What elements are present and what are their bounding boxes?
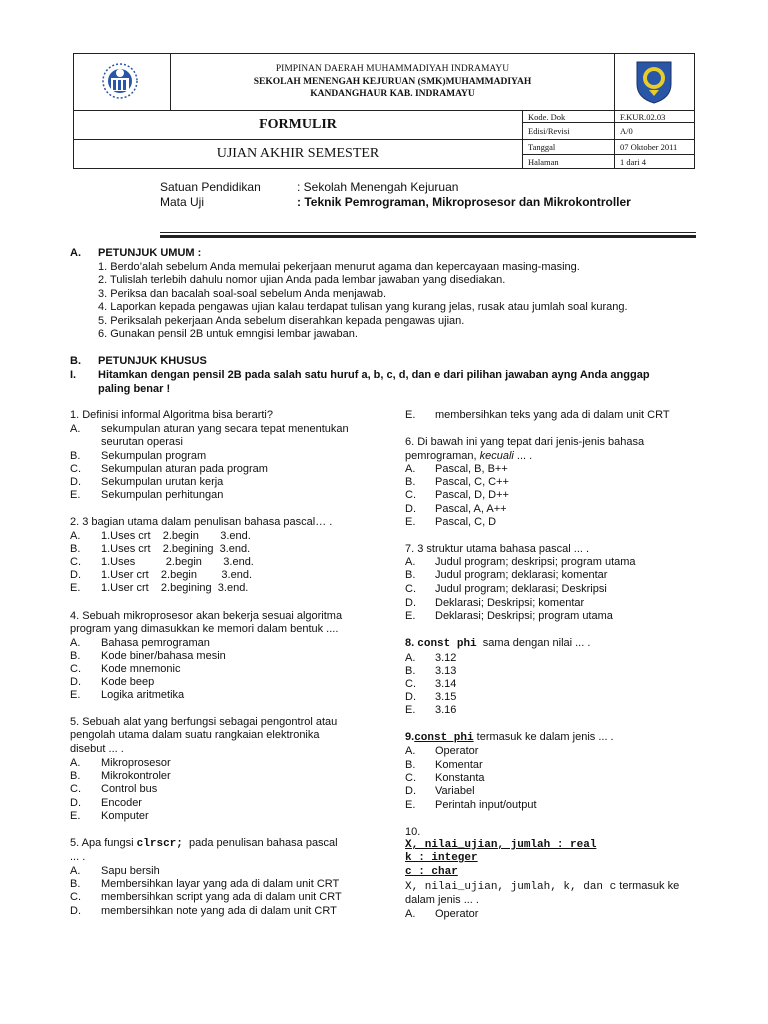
question-6-stem-line2 <box>405 450 532 463</box>
question-8-stem <box>405 637 590 651</box>
option-text: Mikrokontroler <box>101 770 171 782</box>
petunjuk-umum-list <box>98 261 628 341</box>
option-text: Pascal, C, C++ <box>435 476 509 488</box>
code-vars: X, nilai_ujian, jumlah, k, dan c <box>405 881 617 893</box>
option-letter: C. <box>70 556 81 568</box>
option-text: Pascal, A, A++ <box>435 503 507 515</box>
option-text: Sekumpulan aturan pada program <box>101 463 268 475</box>
meta-label: Tanggal <box>523 140 615 155</box>
emblem-cell <box>615 54 695 111</box>
school-location: KANDANGHAUR KAB. INDRAMAYU <box>310 89 475 100</box>
divider-thin <box>160 232 696 233</box>
option-letter: D. <box>70 476 81 488</box>
option-text: Logika aritmetika <box>101 689 185 701</box>
stem-text: ... . <box>513 450 533 462</box>
option-text: Sekumpulan program <box>101 450 207 462</box>
option-letter: C. <box>70 663 81 675</box>
option-letter: A. <box>70 530 81 542</box>
school-name: SEKOLAH MENENGAH KEJURUAN (SMK)MUHAMMADIYAH <box>253 76 532 87</box>
option-letter: E. <box>405 610 416 622</box>
option-text: Kode mnemonic <box>101 663 181 675</box>
option-text: Control bus <box>101 783 158 795</box>
satuan-value: : Sekolah Menengah Kejuruan <box>297 180 459 194</box>
option-letter: D. <box>70 797 81 809</box>
option-letter: B. <box>405 569 416 581</box>
stem-line: 4. Sebuah mikroprosesor akan bekerja sesuai algoritma <box>70 610 343 622</box>
mata-label: Mata Uji <box>160 195 205 209</box>
option-text: membersihkan script yang ada di dalam unit CRT <box>101 891 342 903</box>
question-10-number: 10. <box>405 826 421 838</box>
option-letter: C. <box>70 463 81 475</box>
option-letter: A. <box>405 556 416 568</box>
code-const-phi: const phi <box>414 732 474 744</box>
stem-line: 5. Sebuah alat yang berfungsi sebagai pengontrol atau <box>70 716 338 728</box>
option-letter: A. <box>70 757 81 769</box>
option-text: Sekumpulan urutan kerja <box>101 476 224 488</box>
option-text: membersihkan teks yang ada di dalam unit CRT <box>435 409 670 421</box>
option-letter: B. <box>405 759 416 771</box>
option-text: Operator <box>435 745 479 757</box>
option-text: Judul program; deklarasi; Deskripsi <box>435 583 607 595</box>
option-text: Mikroprosesor <box>101 757 171 769</box>
stem-line: pengolah utama dalam suatu rangkaian elektronika <box>70 729 320 742</box>
question-number: 8. <box>405 637 415 649</box>
option-text: 3.12 <box>435 652 457 664</box>
question-5-stem <box>70 716 337 756</box>
option-letter: A. <box>405 463 416 475</box>
option-letter: C. <box>405 772 416 784</box>
satuan-label: Satuan Pendidikan <box>160 180 261 194</box>
option-text: 3.14 <box>435 678 457 690</box>
option-text: 3.16 <box>435 704 457 716</box>
code-line: c : char <box>405 866 458 878</box>
option-letter: C. <box>405 678 416 690</box>
option-letter: A. <box>70 423 81 435</box>
option-letter: B. <box>70 650 81 662</box>
stem-continuation: ... . <box>70 851 86 863</box>
list-item: 5. Periksalah pekerjaan Anda sebelum diserahkan kepada pengawas ujian. <box>98 314 465 327</box>
org-name: PIMPINAN DAERAH MUHAMMADIYAH INDRAMAYU <box>275 64 510 75</box>
option-letter: A. <box>405 652 416 664</box>
option-letter: D. <box>70 905 81 917</box>
meta-label: Edisi/Revisi <box>523 123 615 140</box>
code-line: X, nilai_ujian, jumlah : real <box>405 839 597 851</box>
option-text: Kode biner/bahasa mesin <box>101 650 226 662</box>
option-text: Membersihkan layar yang ada di dalam unit CRT <box>101 878 340 890</box>
list-item: 6. Gunakan pensil 2B untuk emngisi lembar jawaban. <box>98 328 358 341</box>
option-letter: E. <box>405 516 416 528</box>
section-letter: A. <box>70 247 81 259</box>
option-letter: E. <box>405 704 416 716</box>
option-text: 1.User crt 2.begin 3.end. <box>101 569 253 581</box>
mata-value: : Teknik Pemrograman, Mikroprosesor dan Mikrokontroller <box>297 195 631 209</box>
petunjuk-khusus-title: PETUNJUK KHUSUS <box>98 355 207 367</box>
option-letter: B. <box>70 543 81 555</box>
exam-title: UJIAN AKHIR SEMESTER <box>74 140 523 169</box>
section-letter: B. <box>70 355 81 367</box>
option-letter: C. <box>405 489 416 501</box>
option-letter: C. <box>70 783 81 795</box>
meta-value: F.KUR.02.03 <box>615 111 695 123</box>
option-letter: C. <box>70 891 81 903</box>
meta-label: Kode. Dok <box>523 111 615 123</box>
question-9-stem <box>405 731 614 745</box>
option-letter: D. <box>70 676 81 688</box>
option-text: Pascal, D, D++ <box>435 489 509 501</box>
question-7-stem: 7. 3 struktur utama bahasa pascal ... . <box>405 543 590 555</box>
option-letter: D. <box>405 503 416 515</box>
option-text: seurutan operasi <box>101 436 183 448</box>
option-text: Variabel <box>435 785 475 797</box>
school-emblem-icon <box>615 54 694 105</box>
instruction-line: Hitamkan dengan pensil 2B pada salah satu huruf a, b, c, d, dan e dari pilihan jawaban ayng Anda anggap <box>98 369 650 381</box>
option-text: 1.Uses crt 2.begin 3.end. <box>101 530 251 542</box>
question-10-stem <box>405 880 679 893</box>
option-letter: C. <box>405 583 416 595</box>
list-item: 2. Tulislah terlebih dahulu nomor ujian Anda pada lembar jawaban yang disediakan. <box>98 274 506 287</box>
option-letter: E. <box>70 582 81 594</box>
muhammadiyah-logo-icon <box>74 54 170 105</box>
option-letter: A. <box>70 637 81 649</box>
option-text: Pascal, C, D <box>435 516 497 528</box>
option-letter: A. <box>405 745 416 757</box>
stem-text: 5. Apa fungsi <box>70 837 137 849</box>
option-letter: B. <box>405 476 416 488</box>
option-text: 3.15 <box>435 691 457 703</box>
option-letter: B. <box>405 665 416 677</box>
meta-value: 1 dari 4 <box>615 155 695 169</box>
option-text: Sapu bersih <box>101 865 160 877</box>
petunjuk-umum-title: PETUNJUK UMUM : <box>98 247 202 259</box>
meta-label: Halaman <box>523 155 615 169</box>
code-line: k : integer <box>405 852 478 864</box>
code-const-phi: const phi <box>417 638 477 650</box>
option-text: Komentar <box>435 759 483 771</box>
formulir-title: FORMULIR <box>74 111 523 140</box>
option-text: Konstanta <box>435 772 485 784</box>
stem-emphasis: kecuali <box>479 450 514 462</box>
question-1-stem: 1. Definisi informal Algoritma bisa berarti? <box>70 409 273 421</box>
option-letter: B. <box>70 770 81 782</box>
question-2-stem: 2. 3 bagian utama dalam penulisan bahasa pascal… . <box>70 516 333 528</box>
stem-text: sama dengan nilai ... . <box>476 637 591 649</box>
option-text: Perintah input/output <box>435 799 537 811</box>
option-text: sekumpulan aturan yang secara tepat menentukan <box>101 423 349 435</box>
question-number: 9. <box>405 731 415 743</box>
option-text: Deklarasi; Deskripsi; program utama <box>435 610 613 622</box>
divider-thick <box>160 235 696 238</box>
option-letter: E. <box>70 810 81 822</box>
list-item: 4. Laporkan kepada pengawas ujian kalau terdapat tulisan yang kurang jelas, rusak atau jumlah soal kurang. <box>98 301 628 314</box>
school-logo-cell <box>74 54 171 111</box>
option-text: 1.User crt 2.begining 3.end. <box>101 582 249 594</box>
option-text: Encoder <box>101 797 142 809</box>
option-text: Operator <box>435 908 479 920</box>
option-letter: E. <box>70 489 81 501</box>
option-letter: E. <box>405 799 416 811</box>
list-item: 3. Periksa dan bacalah soal-soal sebelum Anda menjawab. <box>98 287 387 300</box>
option-text: Sekumpulan perhitungan <box>101 489 224 501</box>
question-6-stem: 6. Di bawah ini yang tepat dari jenis-jenis bahasa <box>405 436 645 448</box>
stem-line: program yang dimasukkan ke memori dalam bentuk .... <box>70 623 339 636</box>
option-letter: E. <box>405 409 416 421</box>
stem-text: pemrograman, <box>405 450 480 462</box>
option-text: 1.Uses crt 2.begining 3.end. <box>101 543 251 555</box>
option-text: Judul program; deskripsi; program utama <box>435 556 636 568</box>
question-4-stem <box>70 610 342 637</box>
option-text: membersihkan note yang ada di dalam unit CRT <box>101 905 337 917</box>
option-text: Pascal, B, B++ <box>435 463 508 475</box>
list-item: 1. Berdo’alah sebelum Anda memulai pekerjaan menurut agama dan kepercayaan masing-masing. <box>98 261 580 273</box>
meta-value: A/0 <box>615 123 695 140</box>
option-text: Bahasa pemrograman <box>101 637 210 649</box>
option-text: Kode beep <box>101 676 155 688</box>
option-letter: D. <box>405 785 416 797</box>
stem-line: disebut ... . <box>70 742 124 755</box>
question-5b-stem <box>70 837 338 851</box>
document-header <box>73 53 695 169</box>
stem-text: termasuk ke dalam jenis ... . <box>473 731 614 743</box>
meta-value: 07 Oktober 2011 <box>615 140 695 155</box>
option-letter: A. <box>70 865 81 877</box>
stem-continuation: dalam jenis ... . <box>405 894 479 906</box>
option-text: 1.Uses 2.begin 3.end. <box>101 556 254 568</box>
option-letter: B. <box>70 450 81 462</box>
option-text: 3.13 <box>435 665 457 677</box>
option-text: Judul program; deklarasi; komentar <box>435 569 608 581</box>
roman-numeral: I. <box>70 369 77 381</box>
school-identity <box>171 54 615 111</box>
instruction-line: paling benar ! <box>98 383 171 395</box>
option-letter: B. <box>70 878 81 890</box>
option-text: Komputer <box>101 810 149 822</box>
option-letter: A. <box>405 908 416 920</box>
option-letter: D. <box>405 597 416 609</box>
code-clrscr: clrscr; <box>136 838 183 850</box>
option-letter: D. <box>405 691 416 703</box>
option-letter: E. <box>70 689 81 701</box>
option-text: Deklarasi; Deskripsi; komentar <box>435 597 585 609</box>
stem-text: pada penulisan bahasa pascal <box>182 837 338 849</box>
option-letter: D. <box>70 569 81 581</box>
stem-text: termasuk ke <box>616 880 680 892</box>
